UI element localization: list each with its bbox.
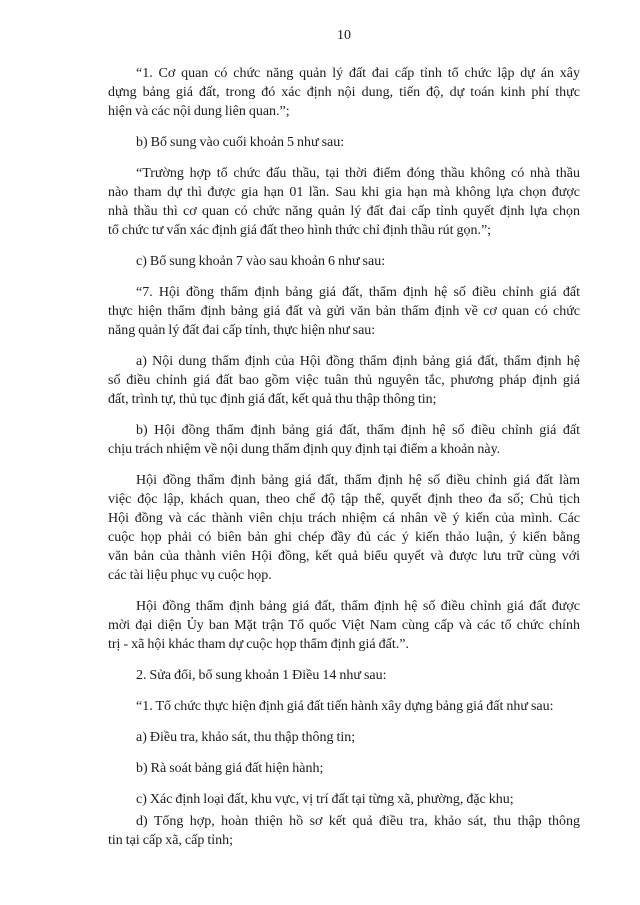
text-line: a) Điều tra, khảo sát, thu thập thông tin; — [136, 730, 356, 745]
text-line: Hội đồng thẩm định bảng giá đất, thẩm định hệ số điều chỉnh giá đất làm — [136, 473, 580, 488]
text-line: năng quản lý đất đai cấp tỉnh, thực hiện như sau: — [108, 323, 376, 338]
text-line: c) Bổ sung khoản 7 vào sau khoản 6 như sau: — [136, 254, 386, 269]
paragraph — [108, 352, 580, 409]
paragraph — [108, 421, 580, 459]
page-number: 10 — [337, 28, 351, 43]
paragraph — [108, 728, 580, 747]
paragraph — [108, 597, 580, 654]
text-line: “1. Tổ chức thực hiện định giá đất tiến hành xây dựng bảng giá đất như sau: — [136, 699, 554, 714]
document-body — [108, 64, 580, 850]
text-line: mời đại diện Ủy ban Mặt trận Tổ quốc Việt Nam cùng cấp và các tổ chức chính — [108, 618, 580, 633]
paragraph — [108, 790, 580, 809]
text-line: b) Rà soát bảng giá đất hiện hành; — [136, 761, 324, 776]
paragraph — [108, 697, 580, 716]
text-line: “7. Hội đồng thẩm định bảng giá đất, thẩm định hệ số điều chỉnh giá đất — [136, 285, 580, 300]
text-line: nhà thầu thì cơ quan có chức năng quản lý đất đai cấp tỉnh quyết định lựa chọn — [108, 204, 580, 219]
text-line: cuộc họp phải có biên bản ghi chép đầy đủ các ý kiến thảo luận, ý kiến bằng — [108, 530, 580, 545]
paragraph — [108, 164, 580, 240]
paragraph — [108, 666, 580, 685]
paragraph — [108, 283, 580, 340]
paragraph — [108, 759, 580, 778]
text-line: dựng bảng giá đất, trong đó xác định nội dung, tiến độ, dự toán kinh phí thực — [108, 85, 580, 100]
text-line: việc độc lập, khách quan, theo chế độ tập thể, quyết định theo đa số; Chủ tịch — [108, 492, 580, 507]
text-line: b) Bổ sung vào cuối khoản 5 như sau: — [136, 135, 345, 150]
text-line: các tài liệu phục vụ cuộc họp. — [108, 568, 272, 583]
text-line: trị - xã hội khác tham dự cuộc họp thẩm định giá đất.”. — [108, 637, 409, 652]
text-line: đất, trình tự, thủ tục định giá đất, kết quả thu thập thông tin; — [108, 392, 437, 407]
text-line: nào tham dự thì được gia hạn 01 lần. Sau khi gia hạn mà không lựa chọn được — [108, 185, 580, 200]
text-line: số điều chỉnh giá đất bao gồm việc tuân thủ nguyên tắc, phương pháp định giá — [108, 373, 580, 388]
paragraph — [108, 471, 580, 585]
text-line: c) Xác định loại đất, khu vực, vị trí đất tại từng xã, phường, đặc khu; — [136, 792, 514, 807]
text-line: tin tại cấp xã, cấp tỉnh; — [108, 833, 234, 848]
paragraph — [108, 812, 580, 850]
text-line: 2. Sửa đổi, bổ sung khoản 1 Điều 14 như sau: — [136, 668, 387, 683]
text-line: Hội đồng thẩm định bảng giá đất, thẩm định hệ số điều chỉnh giá đất được — [136, 599, 580, 614]
paragraph — [108, 252, 580, 271]
text-line: “Trường hợp tổ chức đấu thầu, tại thời điểm đóng thầu không có nhà thầu — [136, 166, 580, 181]
paragraph — [108, 133, 580, 152]
text-line: văn bản của thành viên Hội đồng, kết quả biểu quyết và được lưu trữ cùng với — [108, 549, 580, 564]
text-line: “1. Cơ quan có chức năng quản lý đất đai cấp tỉnh tổ chức lập dự án xây — [136, 66, 580, 81]
text-line: thực hiện thẩm định bảng giá đất và gửi văn bản thẩm định về cơ quan có chức — [108, 304, 580, 319]
text-line: Hội đồng và các thành viên chịu trách nhiệm cá nhân về ý kiến của mình. Các — [108, 511, 580, 526]
text-line: hiện và các nội dung liên quan.”; — [108, 104, 290, 119]
text-line: d) Tổng hợp, hoàn thiện hồ sơ kết quả điều tra, khảo sát, thu thập thông — [136, 814, 580, 829]
text-line: b) Hội đồng thẩm định bảng giá đất, thẩm định hệ số điều chỉnh giá đất — [136, 423, 580, 438]
text-line: a) Nội dung thẩm định của Hội đồng thẩm định bảng giá đất, thẩm định hệ — [136, 354, 580, 369]
text-line: tổ chức tư vấn xác định giá đất theo hình thức chỉ định thầu rút gọn.”; — [108, 223, 492, 238]
text-line: chịu trách nhiệm về nội dung thẩm định quy định tại điểm a khoản này. — [108, 442, 501, 457]
paragraph — [108, 64, 580, 121]
